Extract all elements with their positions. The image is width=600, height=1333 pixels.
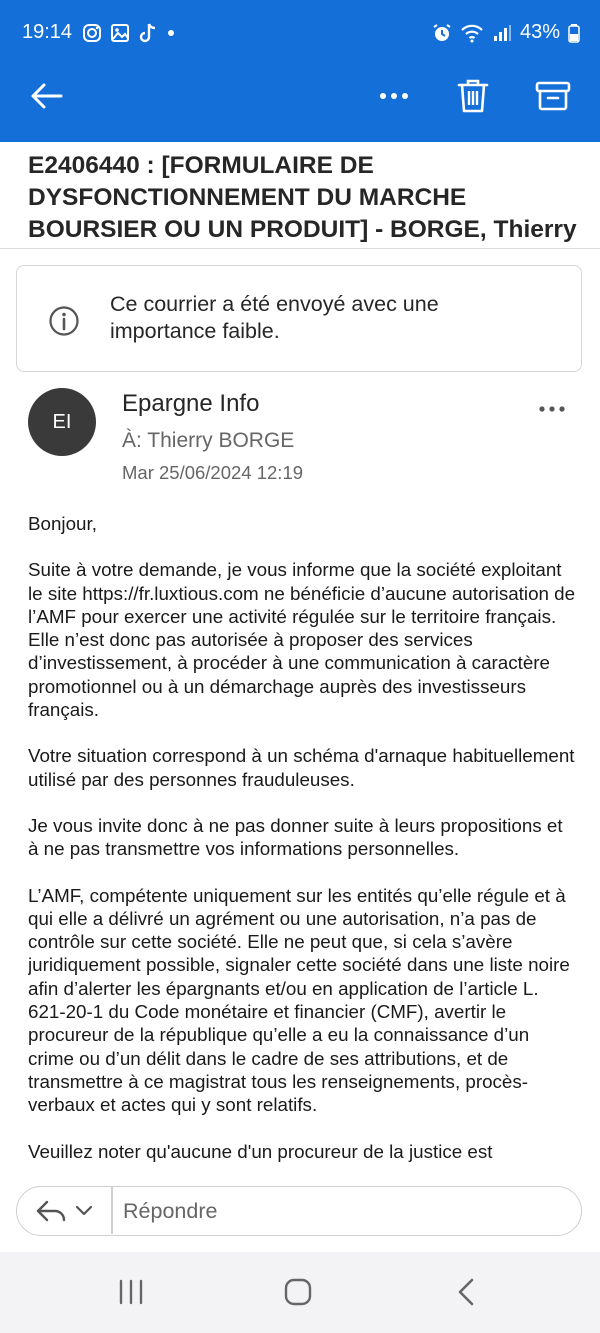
recents-icon xyxy=(117,1279,145,1305)
reply-bar xyxy=(0,1170,600,1252)
sent-date: Mar 25/06/2024 12:19 xyxy=(122,462,304,483)
avatar[interactable] xyxy=(28,388,96,456)
nav-back-button[interactable] xyxy=(442,1272,490,1312)
archive-icon xyxy=(535,80,571,112)
home-button[interactable] xyxy=(274,1272,322,1312)
more-horizontal-icon xyxy=(379,92,409,100)
body-paragraph: Bonjour, xyxy=(28,513,97,534)
status-time: 19:14 xyxy=(22,21,73,43)
status-system-icons xyxy=(432,21,580,44)
home-icon xyxy=(284,1278,312,1306)
more-options-button[interactable] xyxy=(370,72,418,120)
importance-banner xyxy=(16,265,582,372)
trash-icon xyxy=(457,78,489,114)
nav-back-icon xyxy=(456,1277,476,1307)
recipient-line[interactable]: À: Thierry BORGE xyxy=(122,429,295,452)
alarm-icon xyxy=(432,23,452,43)
reply-placeholder[interactable]: Répondre xyxy=(123,1199,218,1223)
chevron-down-icon xyxy=(75,1205,93,1217)
more-horizontal-icon xyxy=(538,405,566,413)
back-button[interactable] xyxy=(22,72,70,120)
reply-field[interactable] xyxy=(16,1186,582,1236)
sender-name[interactable]: Epargne Info xyxy=(122,390,260,417)
signal-icon xyxy=(492,23,512,43)
info-icon xyxy=(48,305,80,337)
subject-area xyxy=(0,142,600,249)
importance-text: Ce courrier a été envoyé avec une importance faible. xyxy=(110,292,439,343)
instagram-icon xyxy=(82,23,102,43)
reply-divider xyxy=(111,1187,113,1234)
body-paragraph: Suite à votre demande, je vous informe que la société exploitant le site https://fr.luxtious.com ne bénéficie d’aucune autorisation de l’AMF pour exercer une activité régulée sur le territoire français. Elle n’est donc pas autorisée à proposer des services d’investissement, à procéder à une communication à caractère promotionnel ou à un démarchage auprès des investisseurs français. xyxy=(28,559,576,721)
recents-button[interactable] xyxy=(107,1272,155,1312)
tiktok-icon xyxy=(138,22,158,44)
battery-icon xyxy=(568,23,580,43)
body-paragraph: Veuillez noter qu'aucune d'un procureur de la justice est xyxy=(28,1140,493,1162)
delete-button[interactable] xyxy=(449,72,497,120)
email-subject: E2406440 : [FORMULAIRE DE DYSFONCTIONNEMENT DU MARCHE BOURSIER OU UN PRODUIT] - BORGE, Thierry xyxy=(28,152,577,243)
body-paragraph: Je vous invite donc à ne pas donner suite à leurs propositions et à ne pas transmettre vos informations personnelles. xyxy=(28,814,563,860)
arrow-left-icon xyxy=(29,81,63,111)
wifi-icon xyxy=(460,23,484,43)
reply-options-button[interactable] xyxy=(17,1187,111,1234)
dot-icon xyxy=(166,28,176,38)
body-paragraph: Votre situation correspond à un schéma d'arnaque habituellement utilisé par des personnes frauduleuses. xyxy=(28,745,575,790)
archive-button[interactable] xyxy=(529,72,577,120)
email-body xyxy=(28,512,578,1168)
body-paragraph: L’AMF, compétente uniquement sur les entités qu’elle régule et à qui elle a délivré un agrément ou une autorisation, n’a pas de contrôle sur cette société. Elle ne peut que, si cela s’avère juridiquement possible, signaler cette société dans une liste noire afin d’alerter les épargnants et/ou en application de l’article L. 621-20-1 du Code monétaire et financier (CMF), avertir le procureur de la république qu’elle a eu la connaissance d’un crime ou d’un délit dans le cadre de ses attributions, et de transmettre à ce magistrat tous les renseignements, procès-verbaux et actes qui y sont relatifs. xyxy=(28,884,570,1116)
status-bar xyxy=(0,0,600,66)
battery-percent: 43% xyxy=(519,21,560,43)
message-more-button[interactable] xyxy=(530,396,574,422)
top-app-bar xyxy=(0,0,600,142)
reply-icon xyxy=(35,1199,67,1223)
status-notification-icons xyxy=(82,22,176,44)
gallery-icon xyxy=(110,23,130,43)
avatar-initials: EI xyxy=(52,410,72,433)
system-nav-bar xyxy=(0,1252,600,1333)
